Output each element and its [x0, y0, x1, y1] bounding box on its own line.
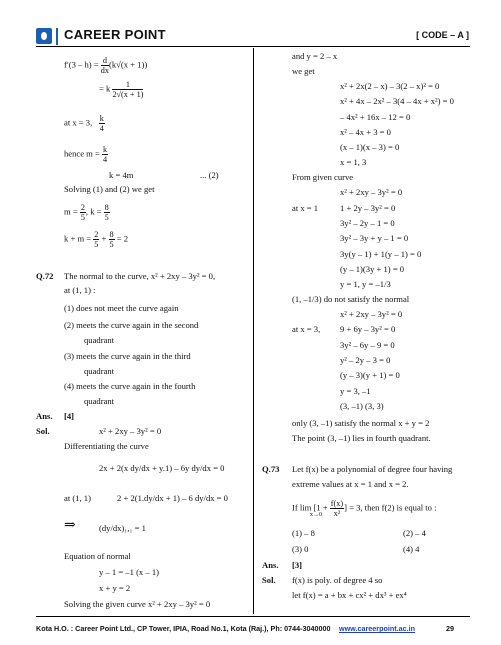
solution-eq: 2 + 2(1.dy/dx + 1) – 6 dy/dx = 0 [117, 493, 228, 503]
answer-label: Ans. [36, 411, 53, 421]
solution-eq: 3y² – 6y – 9 = 0 [340, 340, 395, 350]
line-fprime: f′(3 – h) = $\frac{d}{dx}$ (k√(x + 1)) [64, 56, 148, 75]
option-1: (1) – 8 [292, 528, 315, 538]
career-point-logo-icon [36, 28, 52, 44]
implies-arrow: ⇒ [64, 518, 76, 533]
solution-eq: x² + 2xy – 3y² = 0 [340, 309, 403, 319]
solution-eq: x² + 2xy – 3y² = 0 [340, 187, 403, 197]
solution-eq: y = 1, y = –1/3 [340, 279, 391, 289]
question-text: Let f(x) be a polynomial of degree four having [292, 464, 453, 474]
footer-website-link[interactable]: www.careerpoint.ac.in [339, 624, 416, 633]
solution-line: and y = 2 – x [292, 51, 338, 61]
solution-eq: 3y² – 2y – 1 = 0 [340, 218, 395, 228]
solution-eq: (y – 3)(y + 1) = 0 [340, 370, 400, 380]
answer-value: [3] [292, 560, 303, 570]
solution-line: only (3, –1) satisfy the normal x + y = 2 [292, 418, 430, 428]
solution-line: x² + 2xy – 3y² = 0 [99, 426, 162, 436]
solution-line: f(x) is poly. of degree 4 so [292, 575, 383, 585]
page-number: 29 [446, 624, 454, 633]
option-4-cont: quadrant [84, 396, 115, 406]
option-4: (4) meets the curve again in the fourth [64, 381, 196, 391]
solution-line: we get [292, 66, 315, 76]
option-2: (2) – 4 [403, 528, 426, 538]
line-solving: Solving (1) and (2) we get [64, 184, 155, 194]
answer-label: Ans. [262, 560, 279, 570]
solution-eq: – 4x² + 16x – 12 = 0 [340, 112, 411, 122]
solution-at: at x = 1 [292, 203, 319, 213]
solution-eq: x² + 2x(2 – x) – 3(2 – x)² = 0 [340, 81, 440, 91]
solution-eq: 3y(y – 1) + 1(y – 1) = 0 [340, 249, 422, 259]
solution-eq: 1 + 2y – 3y² = 0 [340, 203, 396, 213]
solution-line: (1, –1/3) do not satisfy the normal [292, 294, 410, 304]
solution-eq: x + y = 2 [99, 583, 131, 593]
solution-eq: (y – 1)(3y + 1) = 0 [340, 264, 405, 274]
question-text: extreme values at x = 1 and x = 2. [292, 479, 409, 489]
line-k-over: = k $\frac{1}{2√(x + 1)}$ [99, 80, 144, 99]
solution-label: Sol. [36, 426, 50, 436]
option-3: (3) meets the curve again in the third [64, 351, 191, 361]
brand-name: CAREER POINT [64, 27, 166, 42]
line-hence-m: hence m = $\frac{k}{4}$ [64, 145, 108, 164]
option-3: (3) 0 [292, 544, 309, 554]
solution-eq: y – 1 = –1 (x – 1) [99, 567, 159, 577]
solution-line: Solving the given curve x² + 2xy – 3y² = 0 [64, 599, 211, 609]
solution-at: at (1, 1) [64, 493, 91, 503]
option-2-cont: quadrant [84, 335, 115, 345]
solution-eq: 9 + 6y – 3y² = 0 [340, 324, 396, 334]
header-rule [36, 46, 470, 47]
solution-eq: x² – 4x + 3 = 0 [340, 127, 391, 137]
option-3-cont: quadrant [84, 366, 115, 376]
column-divider [253, 48, 254, 614]
solution-line: From given curve [292, 172, 354, 182]
question-text: at (1, 1) : [64, 285, 96, 295]
solution-eq: (x – 1)(x – 3) = 0 [340, 142, 400, 152]
question-number: Q.72 [36, 271, 54, 281]
solution-line: Differentiating the curve [64, 441, 149, 451]
paper-code: [ CODE – A ] [416, 30, 469, 40]
option-4: (4) 4 [403, 544, 420, 554]
question-text: The normal to the curve, x² + 2xy – 3y² = 0, [64, 271, 216, 281]
equation-ref: ... (2) [200, 170, 219, 180]
line-m-k-values: m = $\frac{2}{5}$ , k = $\frac{8}{5}$ [64, 203, 109, 222]
solution-eq: (dy/dx)₁,₁ = 1 [99, 523, 146, 533]
line-k-plus-m: k + m = $\frac{2}{5}$ + $\frac{8}{5}$ = 2 [64, 230, 129, 249]
solution-eq: y² – 2y – 3 = 0 [340, 355, 391, 365]
line-at-x3: at x = 3, $\frac{k}{4}$ [64, 114, 104, 133]
solution-eq: 3y² – 3y + y – 1 = 0 [340, 233, 409, 243]
solution-line: Equation of normal [64, 551, 131, 561]
question-limit: If lim [1 + $\frac{f(x)}{\text{x²}}$ ] = 3, then f(2) is equal to : [292, 499, 437, 518]
solution-eq: 2x + 2(x dy/dx + y.1) – 6y dy/dx = 0 [99, 463, 225, 473]
solution-line: let f(x) = a + bx + cx² + dx³ + ex⁴ [292, 590, 407, 600]
limit-subscript: x→0 [310, 512, 322, 518]
option-2: (2) meets the curve again in the second [64, 320, 199, 330]
footer-address: Kota H.O. : Career Point Ltd., CP Tower, IPIA, Road No.1, Kota (Raj.), Ph: 0744-3040000 [36, 624, 331, 633]
solution-line: The point (3, –1) lies in fourth quadrant. [292, 433, 431, 443]
footer-rule [36, 616, 470, 617]
header-divider [56, 28, 58, 45]
solution-eq: x = 1, 3 [340, 157, 367, 167]
answer-value: [4] [64, 411, 75, 421]
solution-eq: (3, –1) (3, 3) [340, 401, 384, 411]
solution-label: Sol. [262, 575, 276, 585]
option-1: (1) does not meet the curve again [64, 303, 179, 313]
solution-eq: x² + 4x – 2x² – 3(4 – 4x + x²) = 0 [340, 96, 454, 106]
question-number: Q.73 [262, 464, 280, 474]
solution-eq: y = 3, –1 [340, 386, 371, 396]
solution-at: at x = 3, [292, 324, 321, 334]
line-k-4m: k = 4m [109, 170, 134, 180]
